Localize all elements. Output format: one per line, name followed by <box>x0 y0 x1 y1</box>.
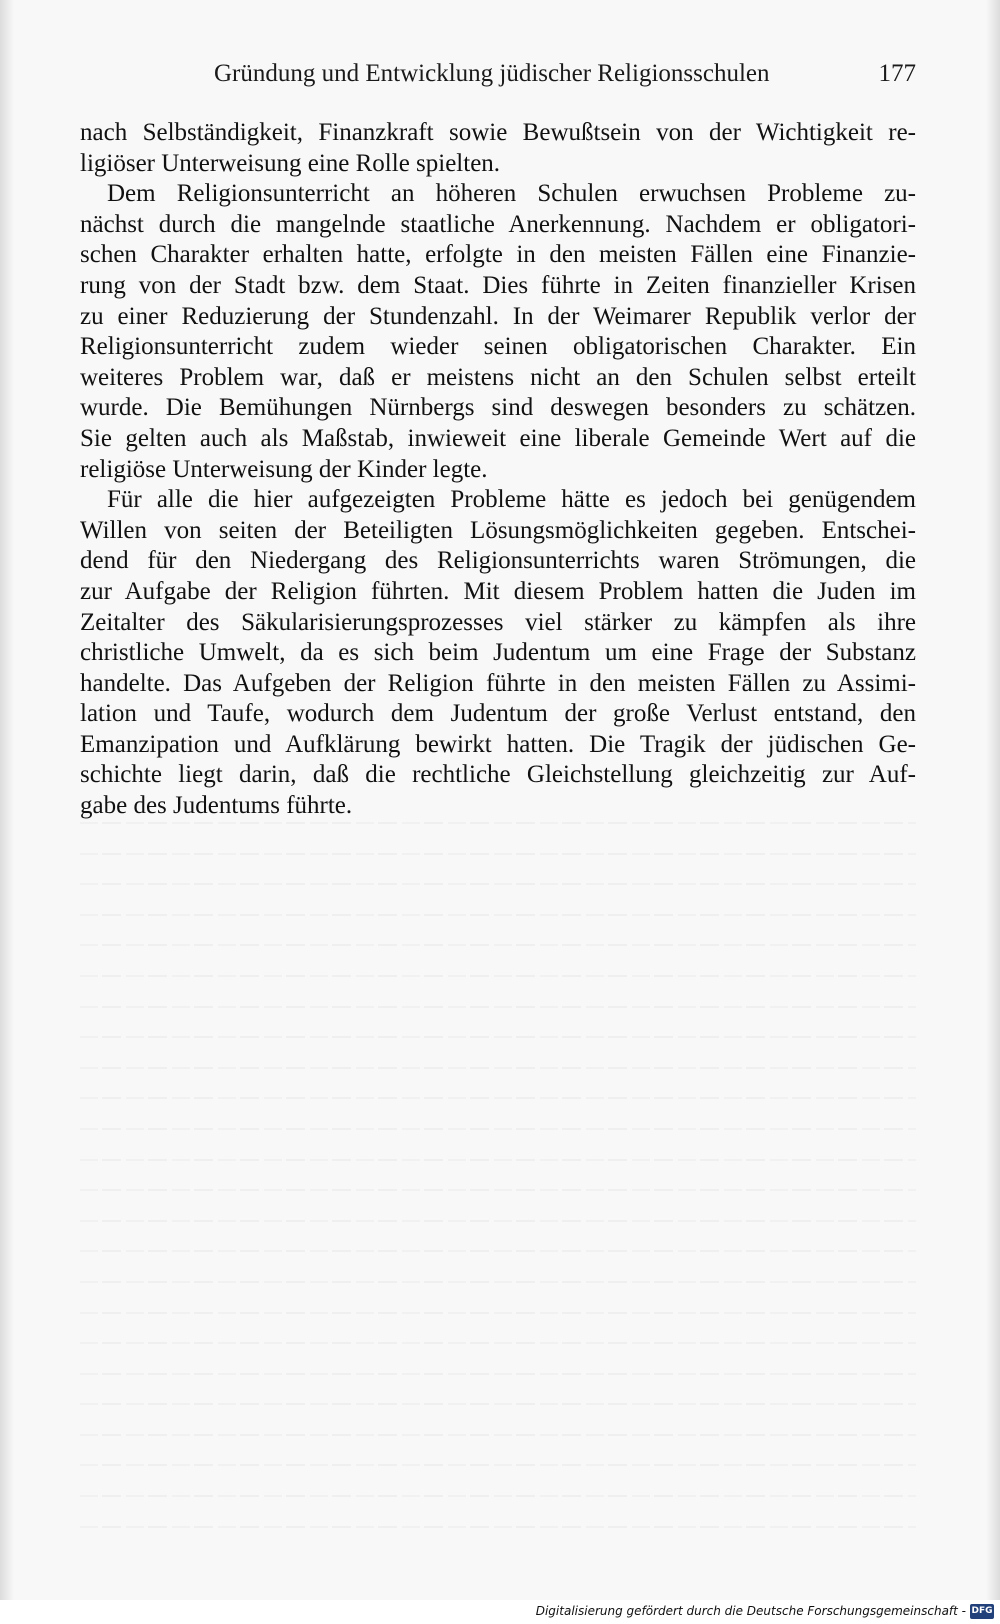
show-through-line <box>80 1067 916 1069</box>
running-title: Gründung und Entwicklung jüdischer Religionsschulen <box>214 60 770 87</box>
text-line: zur Aufgabe der Religion führten. Mit diesem Problem hatten die Juden im <box>80 577 916 605</box>
text-line: rung von der Stadt bzw. dem Staat. Dies führte in Zeiten finanzieller Krisen <box>80 271 916 299</box>
text-line: Zeitalter des Säkularisierungsprozesses viel stärker zu kämpfen als ihre <box>80 608 916 636</box>
text-line: schichte liegt darin, daß die rechtliche Gleichstellung gleichzeitig zur Auf- <box>80 761 916 789</box>
right-page-edge-shadow <box>986 0 1000 1600</box>
text-line: lation und Taufe, wodurch dem Judentum der große Verlust entstand, den <box>80 700 916 728</box>
left-page-edge-shadow <box>0 0 14 1600</box>
running-head <box>80 54 916 94</box>
text-line: wurde. Die Bemühungen Nürnbergs sind deswegen besonders zu schätzen. <box>80 394 916 422</box>
show-through-line <box>80 1312 916 1314</box>
show-through-line <box>80 1434 916 1436</box>
show-through-line <box>80 1159 916 1161</box>
digitization-footer <box>0 1600 1000 1624</box>
text-line: Für alle die hier aufgezeigten Probleme hätte es jedoch bei genügendem <box>107 486 916 514</box>
show-through-line <box>80 1220 916 1222</box>
text-line: Emanzipation und Aufklärung bewirkt hatten. Die Tragik der jüdischen Ge- <box>80 730 916 758</box>
show-through-line <box>80 853 916 855</box>
show-through-line <box>80 1097 916 1099</box>
show-through-line <box>80 1464 916 1466</box>
text-line: Willen von seiten der Beteiligten Lösungsmöglichkeiten gegeben. Entschei- <box>80 516 916 544</box>
show-through-line <box>80 944 916 946</box>
dfg-logo: DFG <box>970 1604 994 1619</box>
text-line: schen Charakter erhalten hatte, erfolgte in den meisten Fällen eine Finanzie- <box>80 241 916 269</box>
show-through-line <box>80 1373 916 1375</box>
show-through-text-area <box>80 822 916 1562</box>
text-line: religiöse Unterweisung der Kinder legte. <box>80 455 488 483</box>
digitization-note: Digitalisierung gefördert durch die Deutsche Forschungsgemeinschaft - <box>535 1604 966 1618</box>
text-line: Sie gelten auch als Maßstab, inwieweit eine liberale Gemeinde Wert auf die <box>80 424 916 452</box>
show-through-line <box>80 1250 916 1252</box>
show-through-line <box>80 1342 916 1344</box>
text-line: handelte. Das Aufgeben der Religion führte in den meisten Fällen zu Assimi- <box>80 669 916 697</box>
show-through-line <box>80 1495 916 1497</box>
page-number: 177 <box>878 60 916 87</box>
text-line: Religionsunterricht zudem wieder seinen obligatorischen Charakter. Ein <box>80 333 916 361</box>
show-through-line <box>80 975 916 977</box>
show-through-line <box>80 883 916 885</box>
text-line: nächst durch die mangelnde staatliche Anerkennung. Nachdem er obligatori- <box>80 210 916 238</box>
show-through-line <box>80 1189 916 1191</box>
text-line: dend für den Niedergang des Religionsunterrichts waren Strömungen, die <box>80 547 916 575</box>
text-line: gabe des Judentums führte. <box>80 792 353 820</box>
text-line: christliche Umwelt, da es sich beim Judentum um eine Frage der Substanz <box>80 639 916 667</box>
text-line: zu einer Reduzierung der Stundenzahl. In der Weimarer Republik verlor der <box>80 302 916 330</box>
show-through-line <box>80 1281 916 1283</box>
text-line: weiteres Problem war, daß er meistens nicht an den Schulen selbst erteilt <box>80 363 916 391</box>
show-through-line <box>80 1006 916 1008</box>
show-through-line <box>80 1128 916 1130</box>
show-through-line <box>80 822 916 824</box>
body-text <box>80 118 916 822</box>
text-line: nach Selbständigkeit, Finanzkraft sowie Bewußtsein von der Wichtigkeit re- <box>80 119 916 146</box>
show-through-line <box>80 1403 916 1405</box>
text-line: Dem Religionsunterricht an höheren Schulen erwuchsen Probleme zu- <box>107 180 916 208</box>
show-through-line <box>80 1036 916 1038</box>
show-through-line <box>80 1526 916 1528</box>
show-through-line <box>80 914 916 916</box>
text-line: ligiöser Unterweisung eine Rolle spielten. <box>80 149 501 177</box>
